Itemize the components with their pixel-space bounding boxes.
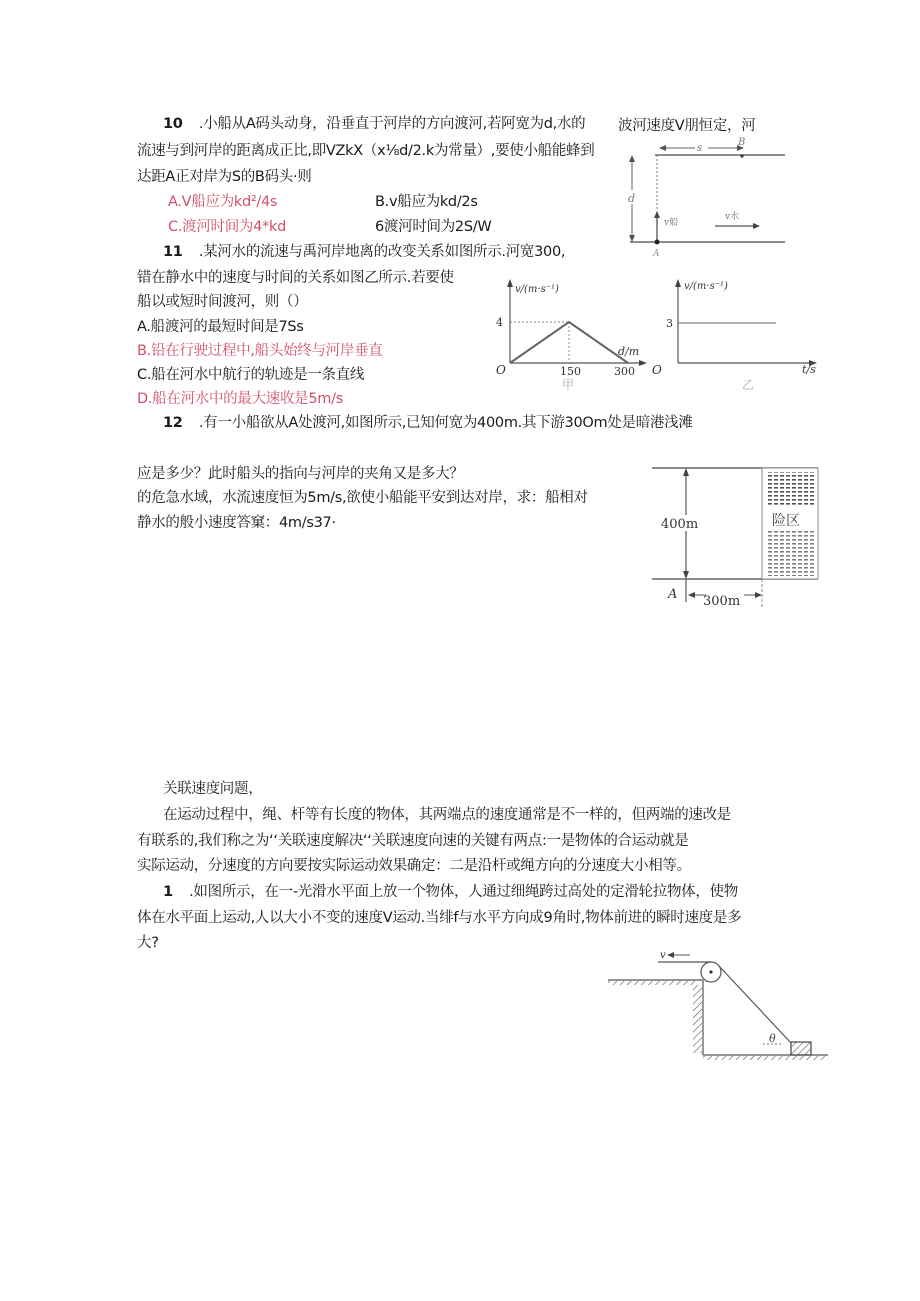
svg-text:A: A bbox=[653, 249, 660, 259]
svg-text:θ: θ bbox=[769, 1032, 776, 1045]
q1-line1 bbox=[163, 882, 738, 902]
svg-text:乙: 乙 bbox=[742, 378, 755, 392]
section-para-line3: 实际运动，分速度的方向要按实际运动效果确定：二是沿杆或绳方向的分速度大小相等。 bbox=[137, 858, 691, 874]
svg-text:s: s bbox=[697, 143, 703, 154]
svg-text:v: v bbox=[660, 950, 666, 961]
q12-danger-zone-diagram bbox=[648, 462, 828, 612]
section-para-line1: 在运动过程中，绳、杆等有长度的物体，其两端点的速度通常是不一样的，但两端的速改是 bbox=[163, 807, 731, 823]
q10-option-b: B.v船应为kd/2s bbox=[375, 194, 478, 210]
svg-text:O: O bbox=[496, 363, 506, 377]
q11-option-a: A.船渡河的最短时间是7Ss bbox=[137, 319, 304, 335]
q10-option-d: 6渡河时间为2S/W bbox=[375, 219, 492, 235]
svg-text:v/(m·s⁻¹): v/(m·s⁻¹) bbox=[684, 281, 728, 292]
q11-option-c: C.船在河水中航行的轨迹是一条直线 bbox=[137, 367, 365, 383]
svg-text:v船: v船 bbox=[664, 218, 679, 228]
svg-text:v/(m·s⁻¹): v/(m·s⁻¹) bbox=[515, 284, 559, 295]
q11-line3: 船以或短时间渡河，则（） bbox=[137, 294, 308, 310]
q10-river-diagram bbox=[620, 135, 790, 260]
q12-line3: 的危急水域，水流速度恒为5m/s,欲使小船能平安到达对岸，求：船相对 bbox=[137, 490, 588, 506]
q1-pulley-diagram bbox=[603, 945, 838, 1070]
q11-line2: 错在静水中的速度与时间的关系如图乙所示.若要使 bbox=[137, 270, 454, 286]
svg-text:d: d bbox=[628, 192, 636, 205]
q1-number: 1 bbox=[163, 884, 173, 900]
q1-line3: 大? bbox=[137, 935, 159, 951]
q12-number: 12 bbox=[163, 415, 183, 431]
svg-text:甲: 甲 bbox=[562, 378, 575, 392]
svg-text:d/m: d/m bbox=[618, 345, 640, 358]
q12-text-1: .有一小船欲从A处渡河,如图所示,已知何宽为400m.其下游30Om处是暗港浅滩 bbox=[198, 415, 693, 431]
q1-line2: 体在水平面上运动,人以大小不变的速度V运动.当绯f与水平方向成9角时,物体前进的瞬时速度是多 bbox=[137, 910, 742, 926]
q10-line2: 流速与到河岸的距离成正比,即VZkX（x⅛d/2.k为常量）,要使小船能蜂到 bbox=[137, 143, 595, 159]
chart-yi bbox=[652, 275, 822, 392]
svg-text:300: 300 bbox=[614, 365, 635, 378]
q11-line1 bbox=[163, 242, 565, 262]
svg-text:险区: 险区 bbox=[772, 513, 800, 529]
svg-text:150: 150 bbox=[560, 365, 581, 378]
svg-text:3: 3 bbox=[666, 317, 673, 330]
q11-option-b: B.铅在行驶过程中,船头始终与河岸垂直 bbox=[137, 343, 383, 359]
q11-text-1: .某河水的流速与禹河岸地离的改变关系如图所示.河宽300, bbox=[198, 244, 566, 260]
q12-line1 bbox=[163, 413, 693, 433]
svg-text:A: A bbox=[668, 587, 678, 602]
q10-text-1: .小船从A码头动身，沿垂直于河岸的方向渡河,若阿宽为d,水的 bbox=[198, 116, 586, 132]
q10-line1 bbox=[163, 114, 585, 134]
q10-line1-right: 波河速度V朋恒定，河 bbox=[618, 118, 756, 134]
q10-option-c: C.渡河时间为4*kd bbox=[168, 219, 287, 235]
q11-option-d: D.船在河水中的最大速收是5m/s bbox=[137, 391, 343, 407]
q10-line3: 达距A正对岸为S的B码头·则 bbox=[137, 169, 312, 185]
q11-number: 11 bbox=[163, 244, 183, 260]
q10-option-a: A.V船应为kd²/4s bbox=[168, 194, 278, 210]
q12-line4: 静水的般小速度答窠：4m/s37· bbox=[137, 515, 336, 531]
section-para-line2: 有联系的,我们称之为‘‘关联速度解决‘‘关联速度向速的关键有两点:一是物体的合运动就是 bbox=[137, 833, 689, 849]
chart-jia bbox=[490, 275, 650, 390]
section-title: 关联速度问题， bbox=[163, 781, 263, 797]
svg-text:300m: 300m bbox=[703, 594, 741, 609]
svg-text:4: 4 bbox=[496, 316, 503, 329]
q1-text-1: .如图所示，在一-光滑水平面上放一个物体，人通过细绳跨过高处的定滑轮拉物体，使物 bbox=[189, 884, 738, 900]
svg-text:O: O bbox=[652, 363, 662, 377]
q10-number: 10 bbox=[163, 116, 183, 132]
svg-text:v水: v水 bbox=[725, 212, 740, 222]
svg-text:t/s: t/s bbox=[802, 363, 816, 376]
svg-text:B: B bbox=[738, 137, 746, 148]
svg-text:400m: 400m bbox=[661, 517, 699, 532]
q12-line2: 应是多少？此时船头的指向与河岸的夹角又是多大？ bbox=[137, 466, 464, 482]
